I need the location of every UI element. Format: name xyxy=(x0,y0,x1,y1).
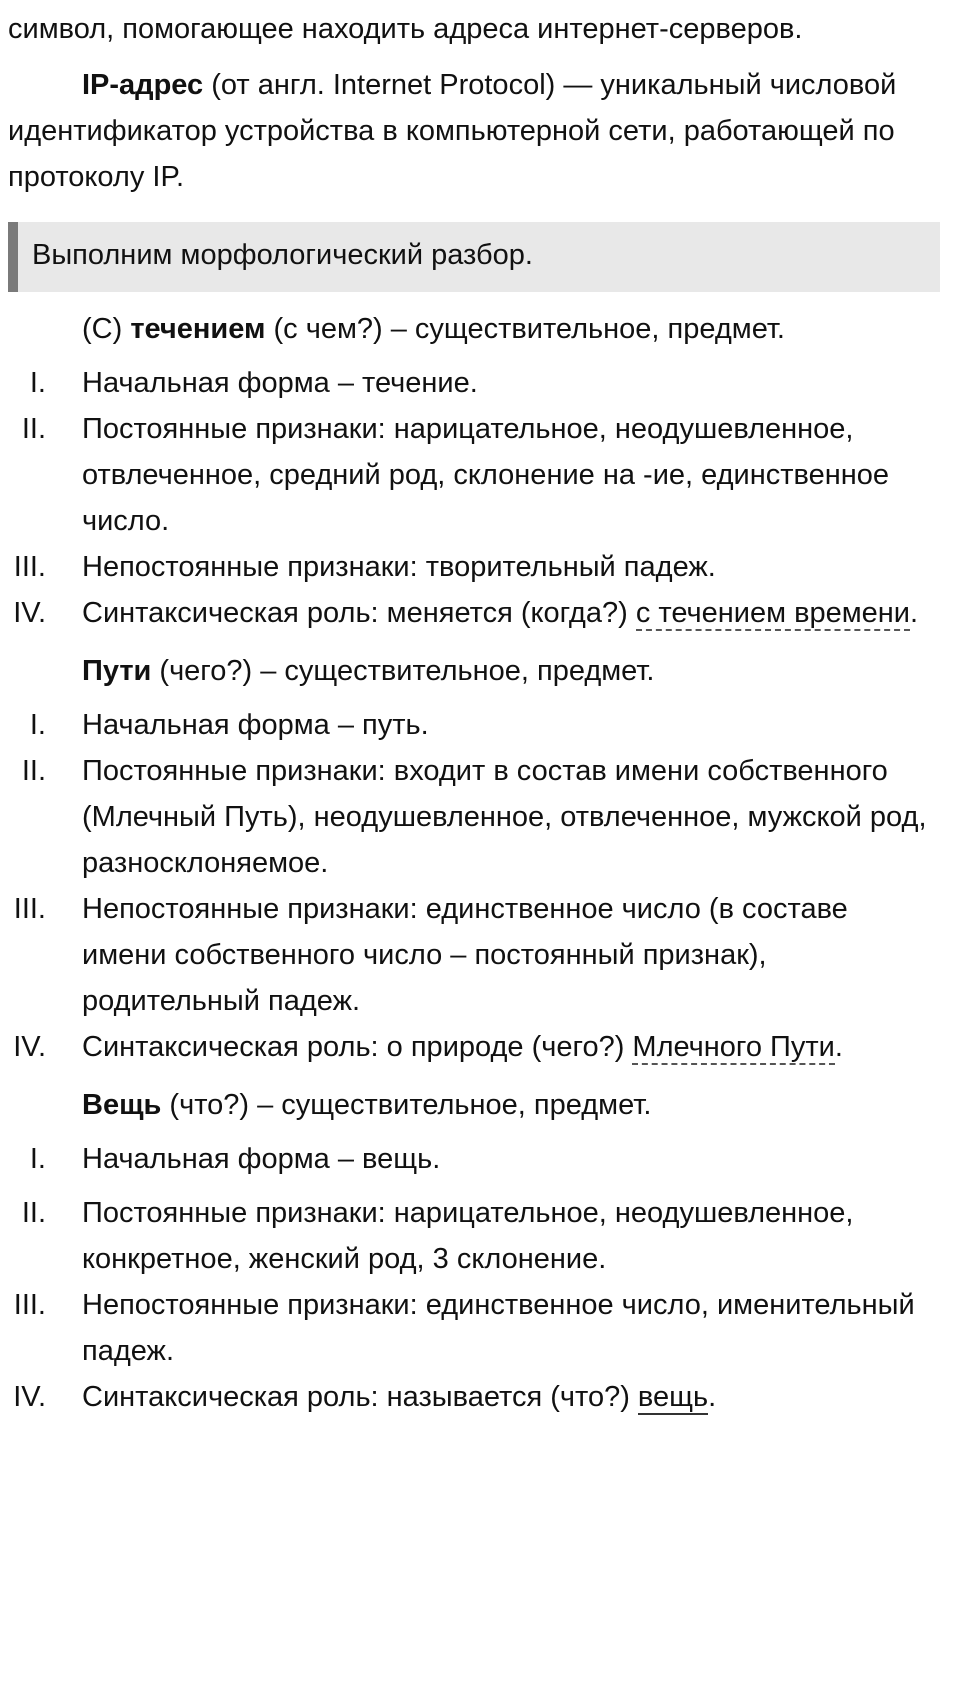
analysis-list xyxy=(8,360,960,636)
entry-desc: (с чем?) – существительное, предмет. xyxy=(265,313,785,345)
item-number: IV. xyxy=(13,1381,46,1413)
item-text: Синтаксическая роль: о природе (чего?) xyxy=(82,1031,633,1063)
list-item xyxy=(8,1136,940,1182)
item-number: I. xyxy=(29,1143,46,1175)
entry-word: течением xyxy=(130,313,266,345)
item-text: Постоянные признаки: нарицательное, неодушевленное, отвлеченное, средний род, склонение на -ие, единственное число. xyxy=(82,413,890,537)
item-text: Непостоянные признаки: творительный падеж. xyxy=(82,551,716,583)
subject-underline: вещь xyxy=(637,1381,709,1413)
ip-definition xyxy=(8,62,940,200)
list-item xyxy=(8,702,940,748)
entry-word: Вещь xyxy=(82,1089,162,1121)
item-tail: . xyxy=(834,1031,843,1063)
entry-techeniem xyxy=(8,306,960,636)
item-number: II. xyxy=(21,1197,46,1229)
list-item xyxy=(8,360,940,406)
item-tail: . xyxy=(708,1381,717,1413)
item-text: Непостоянные признаки: единственное число (в составе имени собственного число – постоянный признак), родительный падеж. xyxy=(82,893,848,1017)
entry-word: Пути xyxy=(82,655,152,687)
analysis-note: Выполним морфологический разбор. xyxy=(8,222,940,292)
item-number: II. xyxy=(21,413,46,445)
item-text: Синтаксическая роль: меняется (когда?) xyxy=(82,597,636,629)
item-number: IV. xyxy=(13,597,46,629)
item-number: III. xyxy=(13,893,46,925)
item-number: I. xyxy=(29,367,46,399)
ip-definition-text: (от англ. Internet Protocol) — уникальный числовой идентификатор устройства в компьютерной сети, работающей по протоколу IP. xyxy=(8,69,897,193)
item-number: I. xyxy=(29,709,46,741)
item-text: Постоянные признаки: нарицательное, неодушевленное, конкретное, женский род, 3 склонение. xyxy=(82,1197,854,1275)
entry-heading xyxy=(8,306,960,352)
ip-term: IP-адрес xyxy=(82,69,204,101)
list-item xyxy=(8,1190,940,1282)
item-number: III. xyxy=(13,551,46,583)
entry-heading xyxy=(8,1082,960,1128)
item-text: Начальная форма – вещь. xyxy=(82,1143,441,1175)
list-item xyxy=(8,1374,940,1420)
syntactic-underline: Млечного Пути xyxy=(632,1031,835,1063)
item-text: Начальная форма – течение. xyxy=(82,367,478,399)
list-item xyxy=(8,406,940,544)
entry-puti xyxy=(8,648,960,1070)
list-item xyxy=(8,1024,940,1070)
item-text: Непостоянные признаки: единственное число, именительный падеж. xyxy=(82,1289,915,1367)
list-item xyxy=(8,886,940,1024)
item-tail: . xyxy=(910,597,919,629)
item-text: Синтаксическая роль: называется (что?) xyxy=(82,1381,638,1413)
item-number: IV. xyxy=(13,1031,46,1063)
list-item xyxy=(8,748,940,886)
item-text: Постоянные признаки: входит в состав имени собственного (Млечный Путь), неодушевленное, отвлеченное, мужской род, разносклоняемое. xyxy=(82,755,927,879)
analysis-list xyxy=(8,1136,960,1420)
item-text: Начальная форма – путь. xyxy=(82,709,429,741)
entry-prefix: (С) xyxy=(82,313,131,345)
entry-veshch xyxy=(8,1082,960,1420)
list-item xyxy=(8,544,940,590)
list-item xyxy=(8,590,940,636)
syntactic-underline: с течением времени xyxy=(635,597,911,629)
entry-desc: (чего?) – существительное, предмет. xyxy=(151,655,655,687)
item-number: III. xyxy=(13,1289,46,1321)
item-number: II. xyxy=(21,755,46,787)
entry-heading xyxy=(8,648,960,694)
intro-line: символ, помогающее находить адреса интернет-серверов. xyxy=(8,13,803,45)
list-item xyxy=(8,1282,940,1374)
analysis-list xyxy=(8,702,960,1070)
entry-desc: (что?) – существительное, предмет. xyxy=(161,1089,652,1121)
